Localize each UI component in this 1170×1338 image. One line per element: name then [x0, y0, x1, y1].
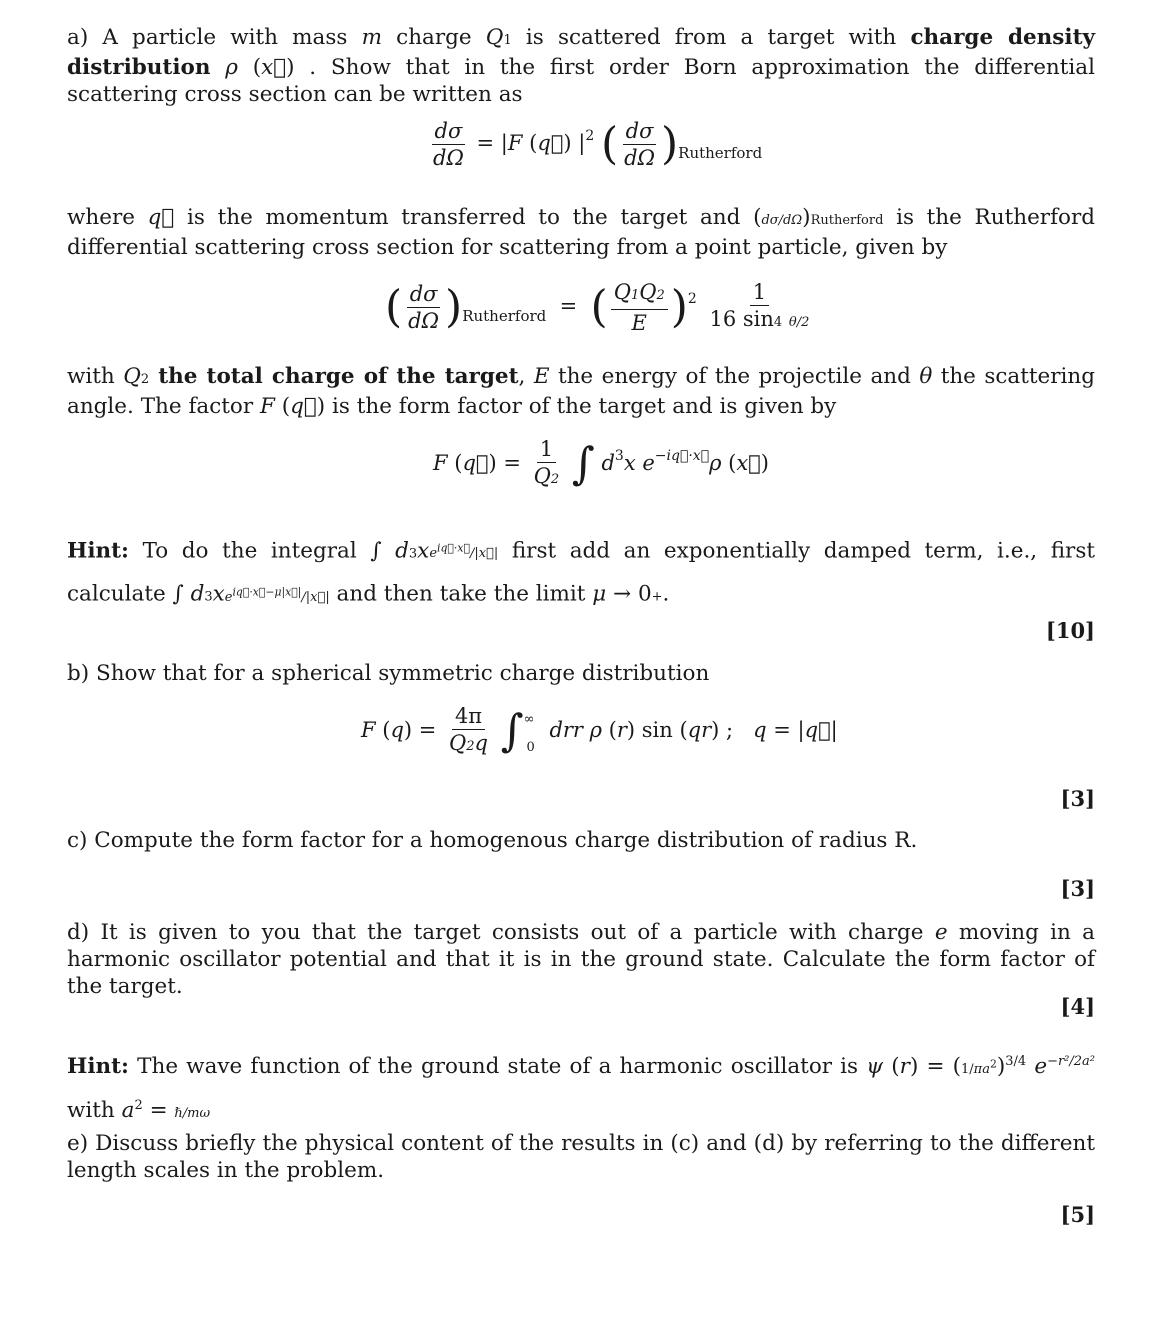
hint-a-text-1: To do the integral	[128, 538, 371, 564]
equation-spherical: F (q) = $\frac{4\pi}{Q2q}$ $\int^\infty_0$ drr ρ (r) sin (qr) ; q = |q⃗|	[361, 704, 838, 757]
where-paragraph: where q⃗ is the momentum transferred to the target and (dσ/dΩ)Rutherford is the Rutherford differential scattering cross section for scattering from a point particle, given by	[67, 205, 1096, 260]
hint-d-text-2: with	[67, 1098, 115, 1124]
rutherford-subscript-1: Rutherford	[678, 144, 763, 162]
hint-d: Hint: The wave function of the ground state of a harmonic oscillator is ψ $(r) = (1/\pi a^2)^{3/4}$ $e^{-r^2/2a^2}$ with $a^2$ = ℏ/mω	[67, 1054, 1095, 1124]
part-a-text-2: charge	[382, 25, 486, 50]
where-text-2: is the momentum transferred to the target and	[174, 205, 754, 230]
hint-a-label: Hint:	[67, 538, 129, 564]
part-b-text: b) Show that for a spherical symmetric charge distribution	[67, 661, 710, 686]
hint-a-text-2: first add an exponentially damped term, i.e., first calculate	[67, 538, 1095, 607]
equation-rutherford: ( $\frac{d\sigma}{d\Omega}$ )$_{Rutherford}$ = ( $\frac{Q1Q2}{E}$ )$^2$ $\frac{1}{16 \sin 4 \theta/2}$	[385, 280, 810, 335]
part-a-bold: charge density distribution	[67, 25, 1095, 80]
part-a-intro: a) A particle with mass m charge Q1 is scattered from a target with charge density distribution ρ (x⃗) . Show that in the first order Born approximation the differential scattering cross section can be written as	[67, 25, 1095, 107]
with-text-3: the energy of the projectile and	[549, 364, 920, 389]
part-d-text: d) It is given to you that the target consists out of a particle with charge e moving in a harmonic oscillator potential and that it is in the ground state. Calculate the form factor of the target.	[67, 920, 1095, 999]
hint-a-text-3: and then take the limit	[329, 581, 593, 607]
part-e-text: e) Discuss briefly the physical content of the results in (c) and (d) by referring to the different length scales in the problem.	[67, 1131, 1095, 1183]
part-c-text: c) Compute the form factor for a homogenous charge distribution of radius R.	[67, 828, 918, 853]
with-text-1: with	[67, 364, 124, 389]
part-d-marks: [4]	[1060, 994, 1095, 1019]
part-a-text-4: . Show that in the first order Born approximation the differential scattering cross section can be written as	[67, 55, 1095, 107]
with-paragraph: with Q2 the total charge of the target, E the energy of the projectile and θ the scattering angle. The factor F (q⃗) is the form factor of the target and is given by	[67, 364, 1096, 419]
hint-a: Hint: To do the integral ∫ $d3xe^{iq⃗\cdot x⃗}/|x⃗|$ first add an exponentially damped term, i.e., first calculate ∫ $d3xe^{iq⃗\cdot x⃗-\mu|x⃗|}/|x⃗|$ and then take the limit μ → 0+.	[67, 538, 1095, 607]
with-text-5: is the form factor of the target and is given by	[325, 394, 837, 419]
rutherford-subscript-2: Rutherford	[462, 307, 547, 325]
where-text-1: where	[67, 205, 148, 230]
part-c-marks: [3]	[1060, 876, 1095, 901]
hint-d-text-1: The wave function of the ground state of a harmonic oscillator is	[128, 1054, 867, 1080]
hint-d-label: Hint:	[67, 1054, 129, 1080]
equation-form-factor: F (q⃗) = $\frac{1}{Q2}$ ∫ $d^3x$ $e^{-iq⃗\cdot x⃗}\rho$ (x⃗)	[433, 437, 769, 490]
part-a-text-1: a) A particle with mass	[67, 25, 362, 50]
with-bold: the total charge of the target	[149, 364, 519, 389]
equation-cross-section: $\frac{d\sigma}{d\Omega}$ = |F (q⃗) $|^2$ ( $\frac{d\sigma}{d\Omega}$ )$_{Rutherford}$	[433, 118, 763, 170]
where-text-3: is the Rutherford differential scattering cross section for scattering from a point particle, given by	[67, 205, 1096, 260]
part-d-text-1: d) It is given to you that the target consists out of a particle with charge	[67, 920, 935, 945]
with-text-4: the scattering angle. The factor	[67, 364, 1096, 419]
part-d-text-2: moving in a harmonic oscillator potential and that it is in the ground state. Calculate the form factor of the target.	[67, 920, 1095, 999]
rutherford-subscript-inline: Rutherford	[810, 213, 884, 228]
with-text-2: ,	[518, 364, 534, 389]
part-e-marks: [5]	[1060, 1202, 1095, 1227]
part-a-text-3: is scattered from a target with	[511, 25, 911, 50]
part-a-marks: [10]	[1045, 618, 1095, 643]
part-b-marks: [3]	[1060, 786, 1095, 811]
